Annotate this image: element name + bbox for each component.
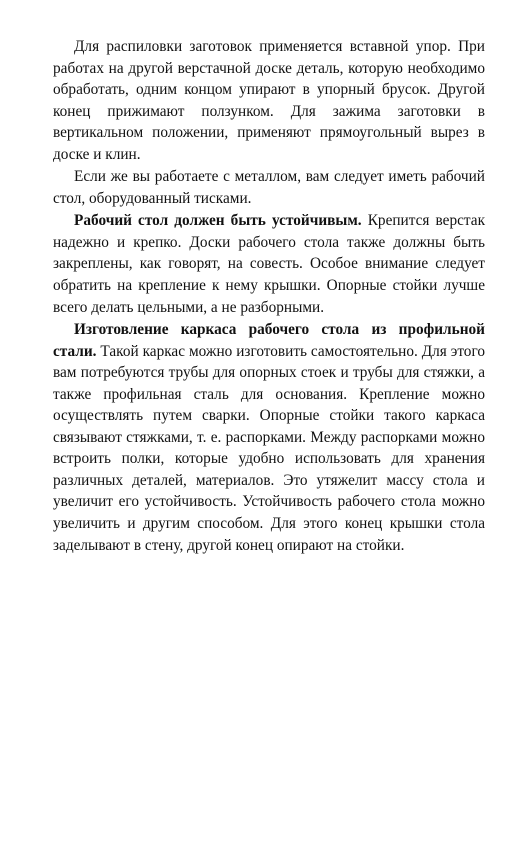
paragraph-heading: Изготовление каркаса рабочего стола из профильной стали. <box>53 321 485 360</box>
paragraph-text: Крепится верстак надежно и крепко. Доски рабочего стола также должны быть закреплены, как говорят, на совесть. Особое внимание следует обратить на крепление к нему крышки. Опорные стойки лучше всего делать цельными, а не разборными. <box>53 212 485 316</box>
paragraph-text: Для распиловки заготовок применяется вставной упор. При работах на другой верстачной доске деталь, которую необходимо обработать, одним концом упирают в упорный брусок. Другой конец прижимают ползунком. Для зажима заготовки в вертикальном положении, применяют прямоугольный вырез в доске и клин. <box>53 38 485 163</box>
paragraph-frame <box>53 319 485 556</box>
paragraph-heading: Рабочий стол должен быть устойчивым. <box>74 212 362 230</box>
paragraph-stability <box>53 210 485 318</box>
paragraph-metal-work <box>53 166 485 209</box>
document-page <box>53 36 485 556</box>
paragraph-text: Такой каркас можно изготовить самостоятельно. Для этого вам потребуются трубы для опорных стоек и трубы для стяжки, а также профильная сталь для основания. Крепление можно осуществлять путем сварки. Опорные стойки такого каркаса связывают стяжками, т. е. распорками. Между распорками можно встроить полки, которые удобно использовать для хранения различных деталей, материалов. Это утяжелит массу стола и увеличит его устойчивость. Устойчивость рабочего стола можно увеличить и другим способом. Для этого конец крышки стола заделывают в стену, другой конец опирают на стойки. <box>53 342 485 554</box>
paragraph-sawing-stop <box>53 36 485 165</box>
paragraph-text: Если же вы работаете с металлом, вам следует иметь рабочий стол, оборудованный тисками. <box>53 168 485 207</box>
